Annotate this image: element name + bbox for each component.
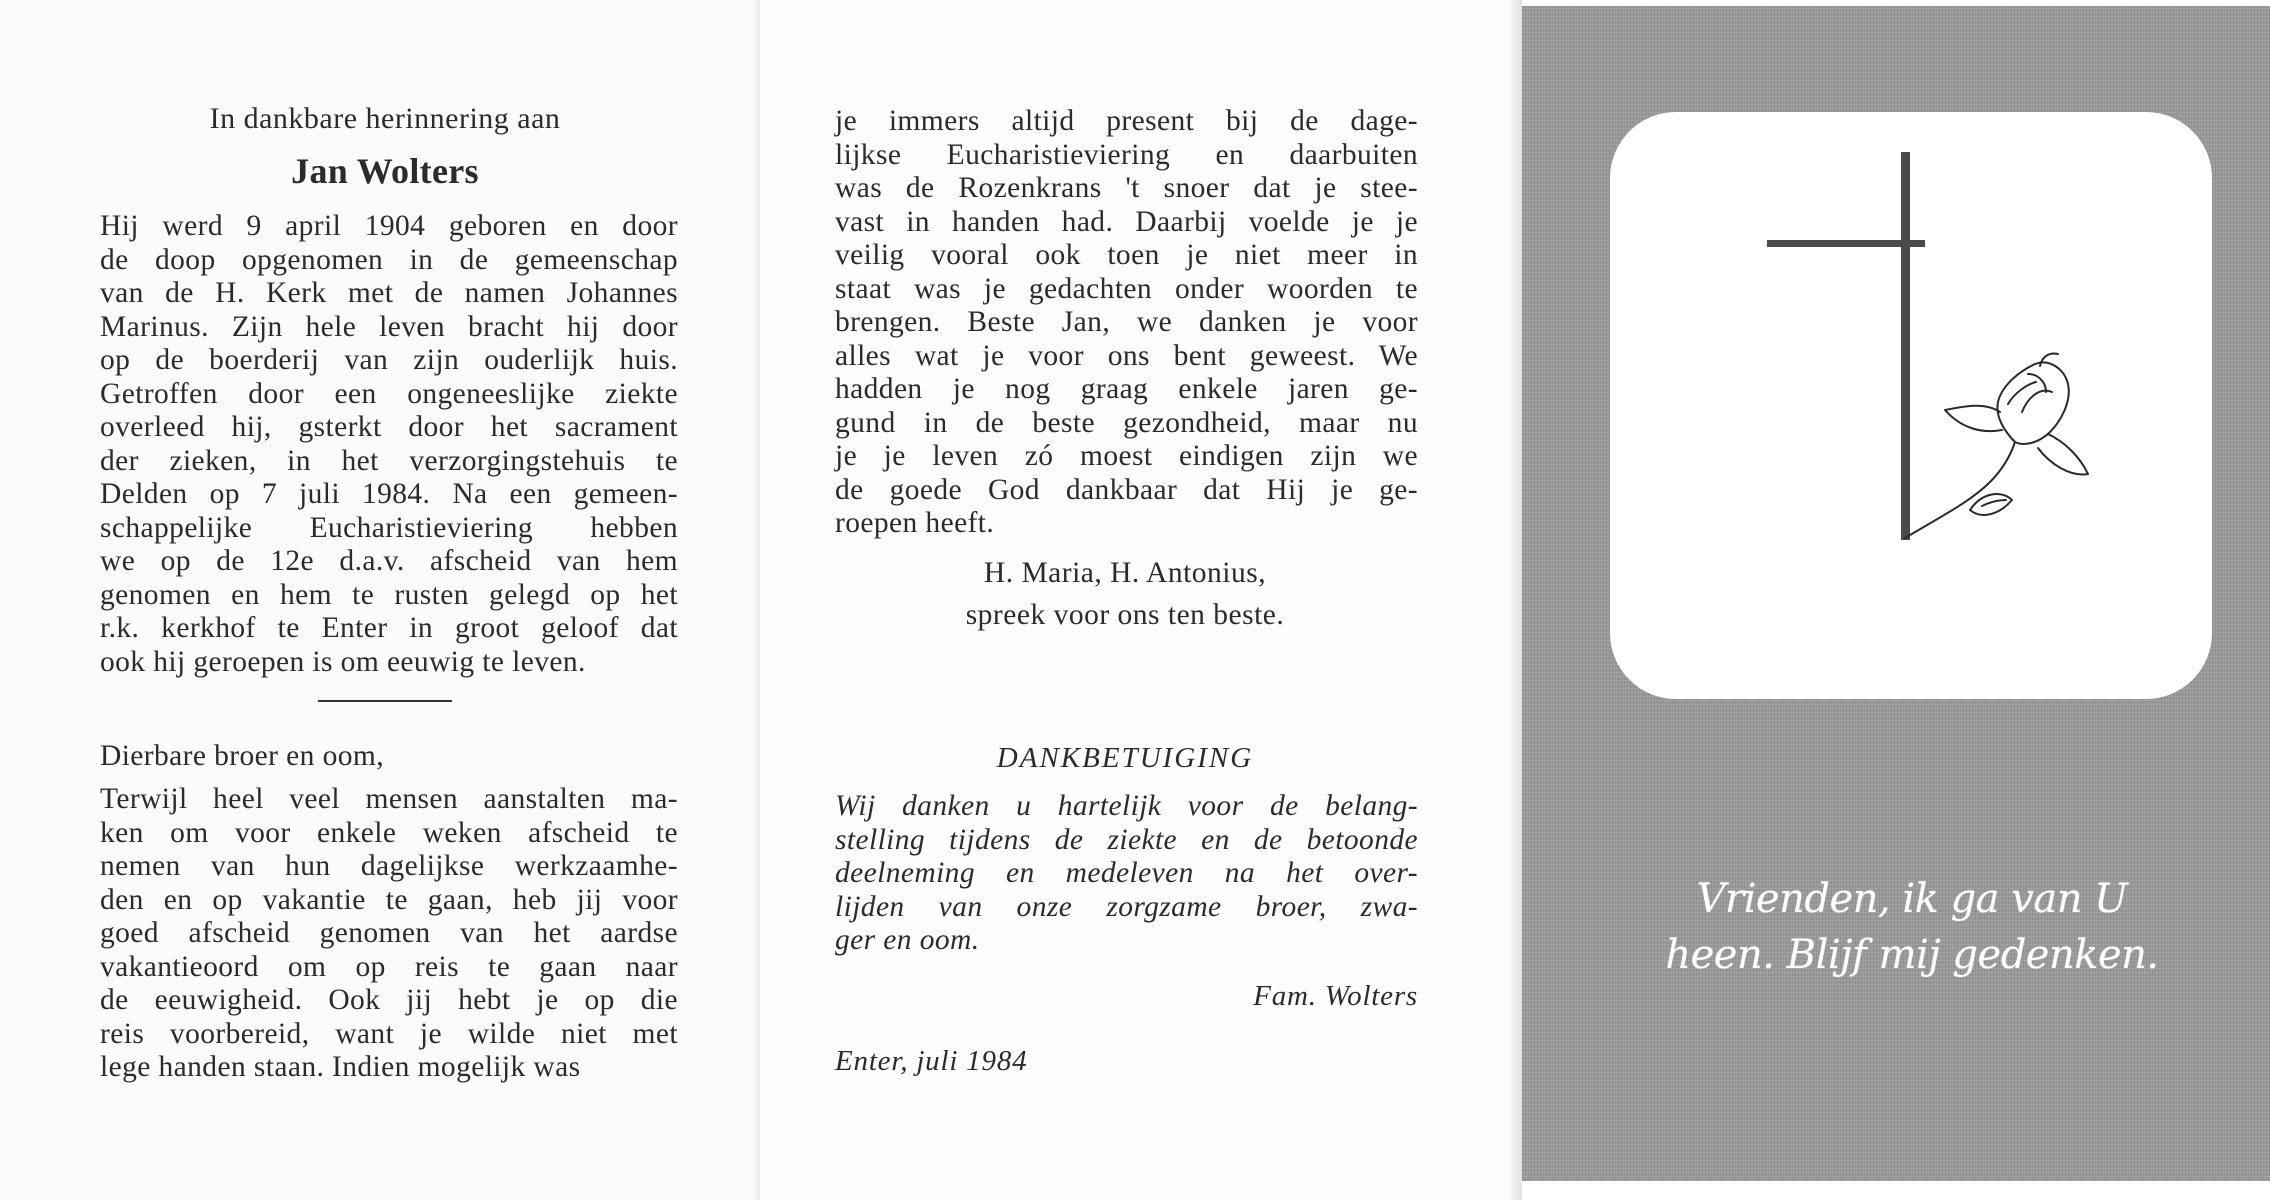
thanks-line: Wij danken u hartelijk voor de belang- bbox=[835, 790, 1418, 822]
deceased-name: Jan Wolters bbox=[291, 151, 479, 191]
thanks-line: stelling tijdens de ziekte en de betoonde bbox=[835, 823, 1418, 856]
biography-line: de doop opgenomen in de gemeenschap bbox=[100, 243, 678, 276]
letter-line: ken om voor enkele weken afscheid te bbox=[100, 816, 678, 849]
biography-line: schappelijke Eucharistieviering hebben bbox=[100, 511, 678, 544]
biography-line: Delden op 7 juli 1984. Na een gemeen- bbox=[100, 478, 678, 510]
letter-line: staat was je gedachten onder woorden te bbox=[835, 272, 1418, 305]
prayer-line-2: spreek voor ons ten beste. bbox=[965, 599, 1285, 631]
letter-line: hadden je nog graag enkele jaren ge- bbox=[835, 373, 1418, 405]
cross-vertical-beam bbox=[1901, 152, 1910, 540]
biography-text bbox=[100, 210, 678, 679]
letter-text-part2 bbox=[835, 105, 1418, 541]
thanks-heading: DANKBETUIGING bbox=[996, 742, 1254, 774]
biography-line: van de H. Kerk met de namen Johannes bbox=[100, 277, 678, 309]
salutation: Dierbare broer en oom, bbox=[100, 740, 385, 772]
biography-line: we op de 12e d.a.v. afscheid van hem bbox=[100, 545, 678, 577]
letter-line: de goede God dankbaar dat Hij je ge- bbox=[835, 473, 1418, 506]
letter-line: goed afscheid genomen van het aardse bbox=[100, 917, 678, 949]
left-page bbox=[0, 0, 760, 1200]
fold-shadow bbox=[1508, 0, 1522, 1200]
letter-line: vast in handen had. Daarbij voelde je je bbox=[835, 205, 1418, 238]
letter-line: was de Rozenkrans 't snoer dat je stee- bbox=[835, 172, 1418, 204]
thanks-line: ger en oom. bbox=[835, 924, 980, 956]
biography-line: Getroffen door een ongeneeslijke ziekte bbox=[100, 377, 678, 410]
letter-line: lege handen staan. Indien mogelijk was bbox=[100, 1051, 581, 1083]
picture-frame bbox=[1610, 112, 2212, 699]
verse-line-1: Vrienden, ik ga van U bbox=[1696, 876, 2128, 922]
separator-line bbox=[318, 700, 452, 702]
thanks-line: lijden van onze zorgzame broer, zwa- bbox=[835, 890, 1418, 923]
letter-line: gund in de beste gezondheid, maar nu bbox=[835, 406, 1418, 439]
cover-page bbox=[1522, 6, 2270, 1181]
cross-with-rose-illustration bbox=[1610, 112, 2212, 699]
place-date: Enter, juli 1984 bbox=[835, 1045, 1028, 1077]
biography-line: der zieken, in het verzorgingstehuis te bbox=[100, 444, 678, 477]
letter-line: alles wat je voor ons bent geweest. We bbox=[835, 339, 1418, 372]
verse-line-2: heen. Blijf mij gedenken. bbox=[1665, 932, 2159, 978]
thanks-line: deelneming en medeleven na het over- bbox=[835, 857, 1418, 889]
letter-line: vakantieoord om op reis te gaan naar bbox=[100, 950, 678, 983]
biography-line: genomen en hem te rusten gelegd op het bbox=[100, 578, 678, 611]
prayer bbox=[860, 552, 1390, 636]
letter-line: je immers altijd present bij de dage- bbox=[835, 105, 1418, 137]
biography-line: Marinus. Zijn hele leven bracht hij door bbox=[100, 310, 678, 343]
letter-line: de eeuwigheid. Ook jij hebt je op die bbox=[100, 984, 678, 1016]
biography-line: r.k. kerkhof te Enter in groot geloof dat bbox=[100, 612, 678, 644]
letter-line: brengen. Beste Jan, we danken je voor bbox=[835, 306, 1418, 338]
prayer-line-1: H. Maria, H. Antonius, bbox=[983, 557, 1267, 589]
letter-line: Terwijl heel veel mensen aanstalten ma- bbox=[100, 783, 678, 815]
letter-line: nemen van hun dagelijkse werkzaamhe- bbox=[100, 850, 678, 882]
letter-line: reis voorbereid, want je wilde niet met bbox=[100, 1017, 678, 1050]
cover-verse bbox=[1602, 871, 2222, 983]
biography-line: ook hij geroepen is om eeuwig te leven. bbox=[100, 645, 586, 678]
biography-line: op de boerderij van zijn ouderlijk huis. bbox=[100, 344, 678, 376]
letter-text-part1 bbox=[100, 783, 678, 1085]
letter-line: lijkse Eucharistieviering en daarbuiten bbox=[835, 138, 1418, 171]
biography-line: Hij werd 9 april 1904 geboren en door bbox=[100, 210, 678, 242]
thanks-text bbox=[835, 790, 1418, 958]
letter-line: roepen heeft. bbox=[835, 507, 995, 539]
family-signature: Fam. Wolters bbox=[1253, 980, 1418, 1012]
letter-line: den en op vakantie te gaan, heb jij voor bbox=[100, 883, 678, 916]
letter-line: veilig vooral ook toen je niet meer in bbox=[835, 239, 1418, 271]
cross-horizontal-beam bbox=[1767, 240, 1925, 247]
biography-line: overleed hij, gsterkt door het sacrament bbox=[100, 411, 678, 443]
rose-icon bbox=[1905, 354, 2088, 539]
intro-heading: In dankbare herinnering aan bbox=[209, 102, 561, 135]
letter-line: je je leven zó moest eindigen zijn we bbox=[835, 440, 1418, 472]
